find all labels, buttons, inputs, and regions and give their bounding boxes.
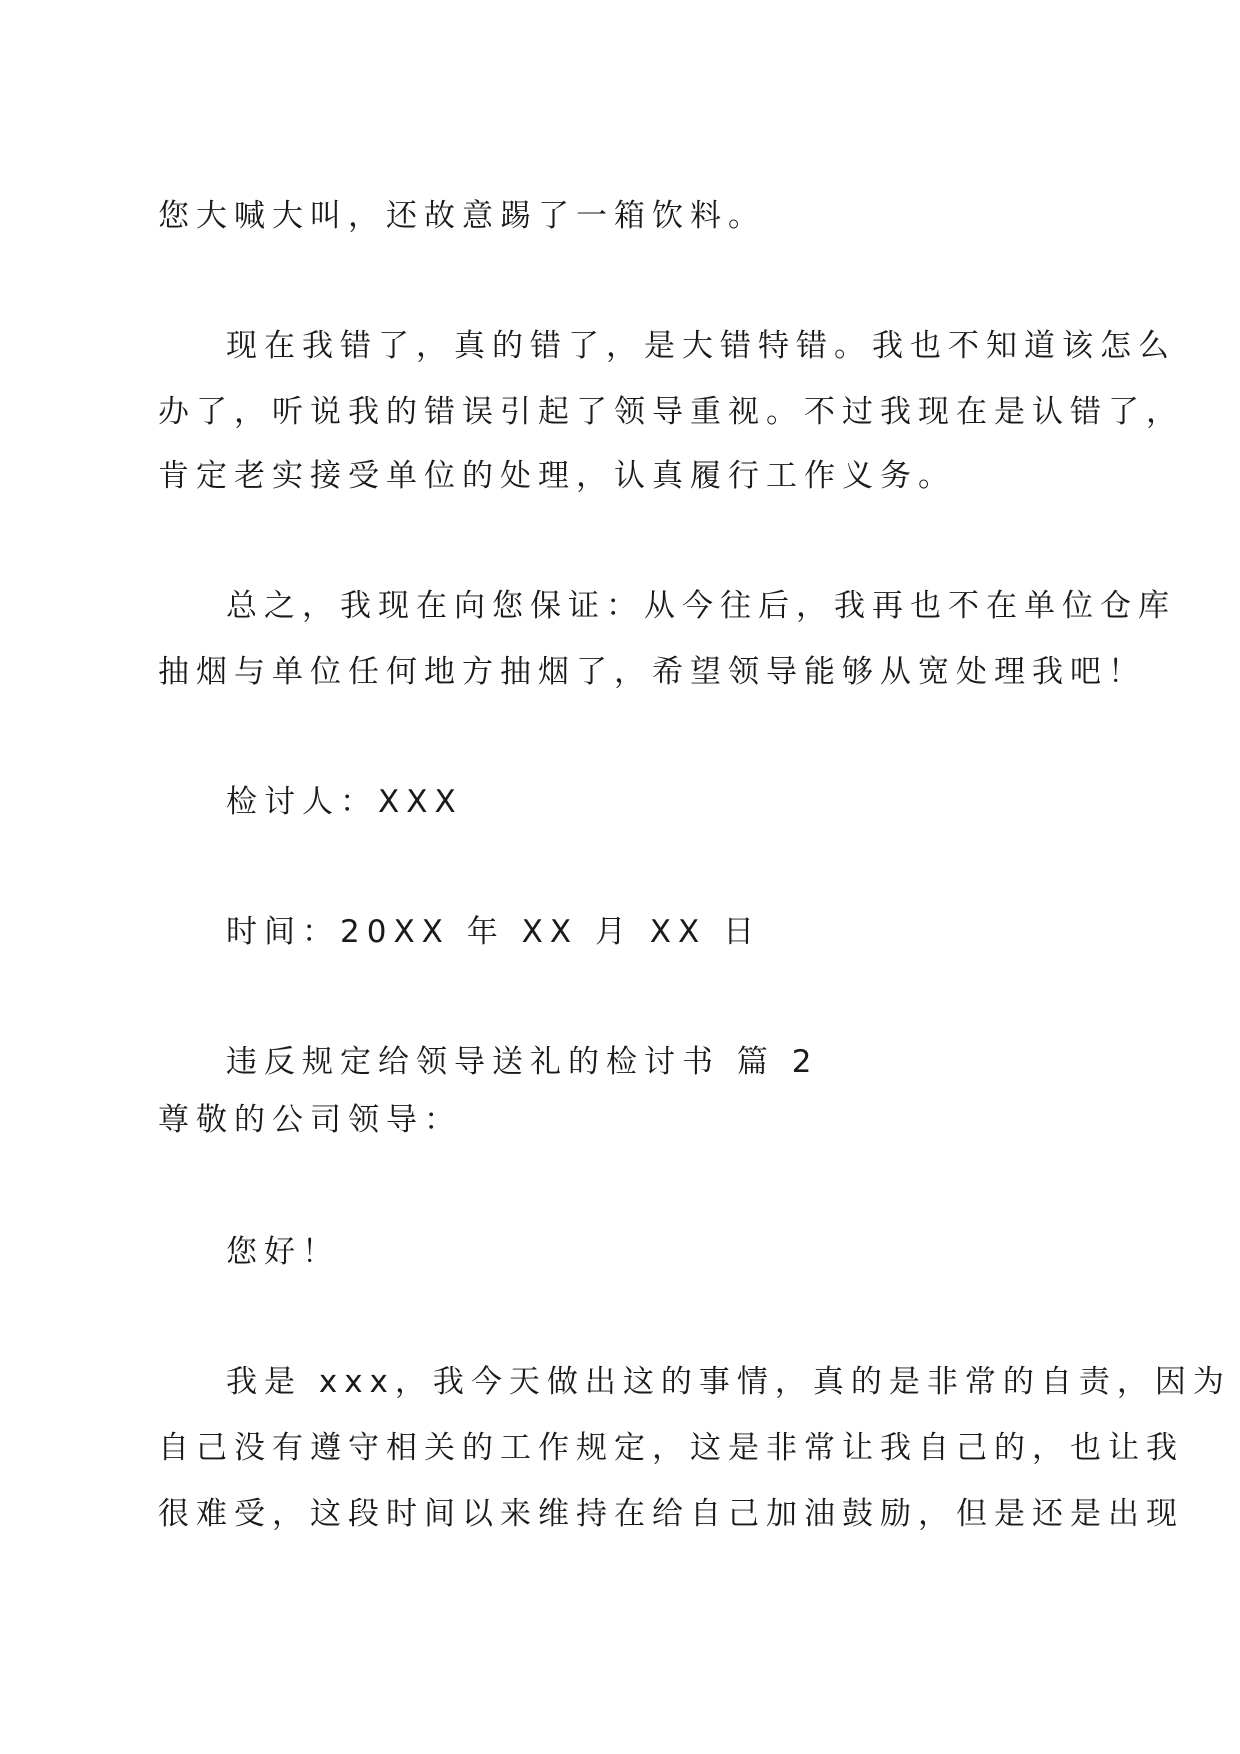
- signer-line: 检讨人：XXX: [226, 784, 463, 820]
- paragraph-line: 自己没有遵守相关的工作规定，这是非常让我自己的，也让我: [158, 1430, 1184, 1466]
- paragraph-line: 总之，我现在向您保证：从今往后，我再也不在单位仓库: [226, 588, 1176, 624]
- paragraph-line: 很难受，这段时间以来维持在给自己加油鼓励，但是还是出现: [158, 1496, 1184, 1532]
- date-line: 时间：20XX 年 XX 月 XX 日: [226, 914, 762, 950]
- greeting: 您好！: [226, 1234, 340, 1270]
- paragraph-line: 我是 xxx，我今天做出这的事情，真的是非常的自责，因为: [226, 1364, 1231, 1400]
- paragraph-line: 抽烟与单位任何地方抽烟了，希望领导能够从宽处理我吧！: [158, 654, 1146, 690]
- paragraph-line: 您大喊大叫，还故意踢了一箱饮料。: [158, 198, 766, 234]
- paragraph-line: 肯定老实接受单位的处理，认真履行工作义务。: [158, 458, 956, 494]
- salutation: 尊敬的公司领导：: [158, 1102, 462, 1138]
- paragraph-line: 现在我错了，真的错了，是大错特错。我也不知道该怎么: [226, 328, 1176, 364]
- section-title: 违反规定给领导送礼的检讨书 篇 2: [226, 1044, 819, 1080]
- paragraph-line: 办了，听说我的错误引起了领导重视。不过我现在是认错了，: [158, 394, 1184, 430]
